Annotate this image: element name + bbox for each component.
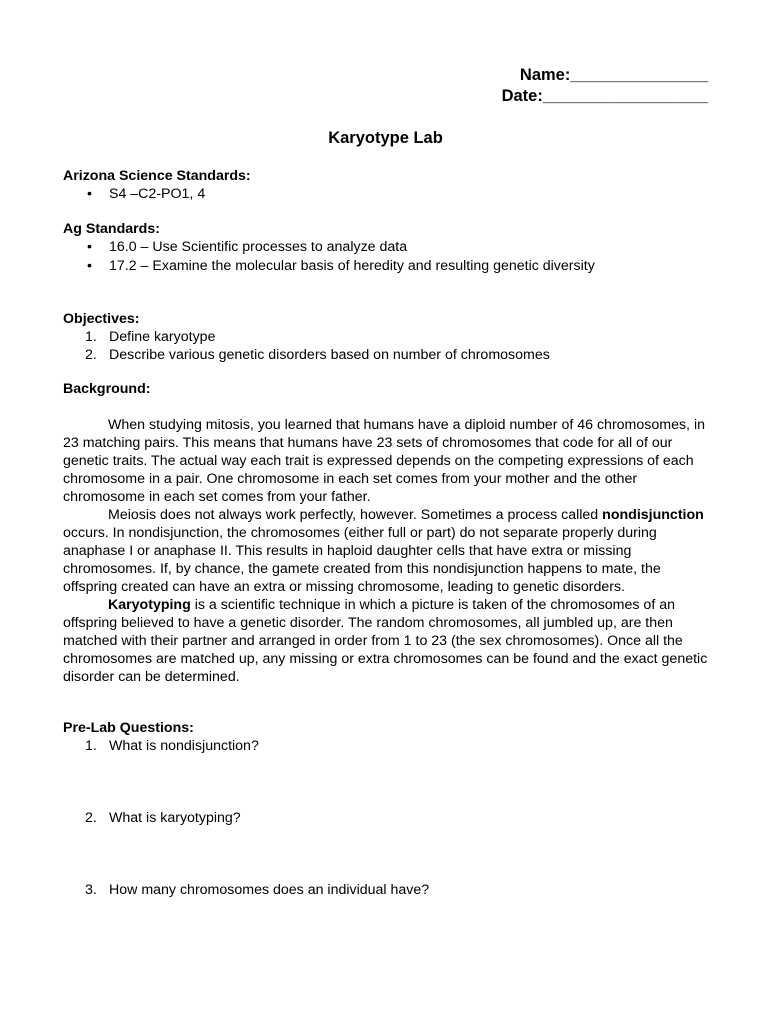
background-paragraph-2 [63, 506, 708, 596]
document-title: Karyotype Lab [328, 129, 443, 147]
question-item [63, 809, 708, 827]
background-section [63, 380, 708, 398]
objectives-section [63, 310, 708, 364]
date-field-label: Date:__________________ [501, 87, 708, 105]
az-standards-list [63, 185, 708, 203]
question-number: 3. [85, 882, 97, 898]
name-field-label: Name:_______________ [519, 66, 708, 84]
ag-standards-section [63, 220, 708, 275]
background-paragraph-3 [63, 596, 708, 686]
question-item [63, 737, 708, 755]
prelab-heading: Pre-Lab Questions: [63, 720, 194, 736]
list-item [63, 328, 708, 346]
objectives-list [63, 328, 708, 364]
paragraph-text: Meiosis does not always work perfectly, however. Sometimes a process called [108, 507, 603, 523]
list-item-text: Describe various genetic disorders based on number of chromosomes [109, 347, 550, 363]
list-item: • S4 –C2-PO1, 4 [63, 185, 708, 203]
question-text: What is karyotyping? [109, 810, 241, 826]
objectives-heading: Objectives: [63, 311, 140, 327]
background-body [63, 416, 708, 686]
term-karyotyping: Karyotyping [108, 597, 191, 613]
term-nondisjunction: nondisjunction [602, 507, 704, 523]
prelab-section [63, 719, 708, 899]
ag-standards-heading: Ag Standards: [63, 221, 160, 237]
question-number: 2. [85, 810, 97, 826]
question-item [63, 881, 708, 899]
background-heading: Background: [63, 381, 151, 397]
list-item-text: Define karyotype [109, 329, 216, 345]
ag-standards-list [63, 238, 708, 275]
az-standards-section [63, 167, 708, 203]
list-item: • 16.0 – Use Scientific processes to analyze data [63, 238, 708, 256]
background-paragraph-1: When studying mitosis, you learned that humans have a diploid number of 46 chromosomes, in 23 matching pairs. This means that humans have 23 sets of chromosomes that code for all of our genetic traits. The actual way each trait is expressed depends on the competing expressions of each chromosome in a pair. One chromosome in each set comes from your mother and the other chromosome in each set comes from your father. [63, 417, 705, 505]
question-text: What is nondisjunction? [109, 738, 259, 754]
list-item: • 17.2 – Examine the molecular basis of heredity and resulting genetic diversity [63, 257, 708, 275]
question-text: How many chromosomes does an individual have? [109, 882, 430, 898]
list-number: 1. [85, 329, 97, 345]
az-standards-heading: Arizona Science Standards: [63, 168, 251, 184]
paragraph-text: is a scientific technique in which a picture is taken of the chromosomes of an offspring believed to have a genetic disorder. The random chromosomes, all jumbled up, are then matched with their partner and arranged in order from 1 to 23 (the sex chromosomes). Once all the chromosomes are matched up, any missing or extra chromosomes can be found and the exact genetic disorder can be determined. [63, 597, 708, 685]
list-item [63, 346, 708, 364]
question-number: 1. [85, 738, 97, 754]
prelab-question-list [63, 737, 708, 899]
paragraph-text: occurs. In nondisjunction, the chromosomes (either full or part) do not separate properly during anaphase I or anaphase II. This results in haploid daughter cells that have extra or missing chromosomes. If, by chance, the gamete created from this nondisjunction happens to mate, the offspring created can have an extra or missing chromosome, leading to genetic disorders. [63, 525, 661, 595]
list-number: 2. [85, 347, 97, 363]
